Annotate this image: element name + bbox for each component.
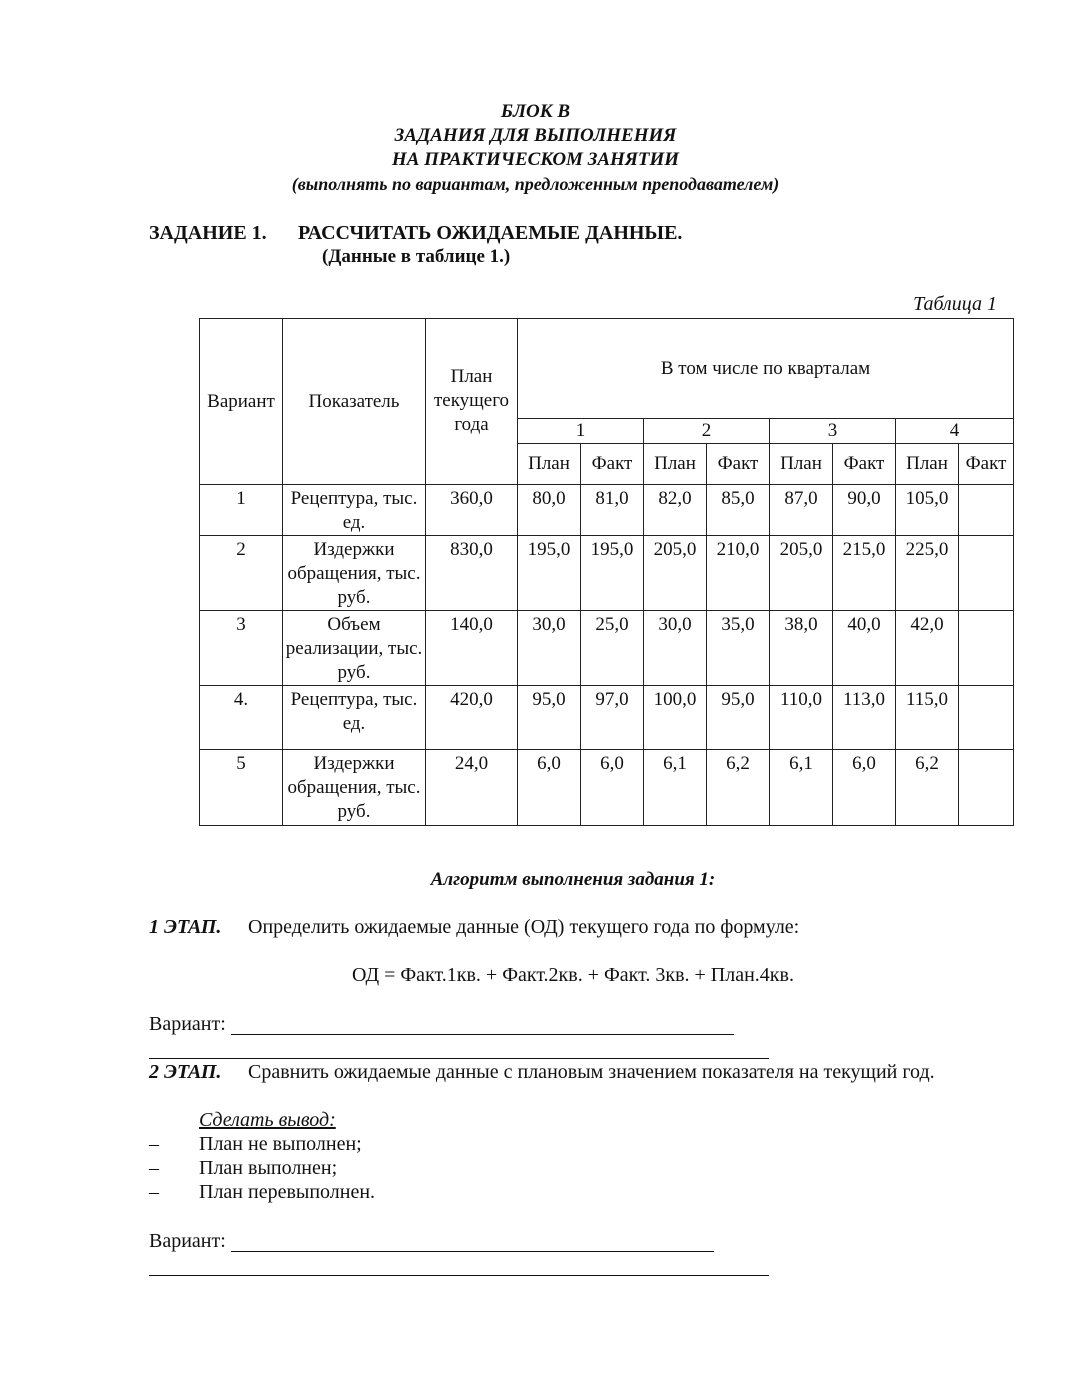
header-variant: Вариант	[200, 319, 283, 485]
cell-plan-year: 830,0	[426, 536, 518, 611]
cell-indicator: Издержки обращения, тыс. руб.	[283, 750, 426, 826]
variant-label: Вариант:	[149, 1013, 226, 1035]
table-row	[200, 611, 1014, 686]
cell-value: 110,0	[770, 686, 833, 750]
data-table	[199, 318, 1014, 826]
stage1-label: 1 ЭТАП.	[149, 916, 222, 938]
header-fact: Факт	[833, 444, 896, 485]
table-caption: Таблица 1	[913, 293, 997, 315]
cell-value	[959, 686, 1014, 750]
option-item: План перевыполнен.	[199, 1181, 376, 1203]
cell-value: 100,0	[644, 686, 707, 750]
block-note: (выполнять по вариантам, предложенным преподавателем)	[291, 174, 780, 194]
cell-value: 30,0	[644, 611, 707, 686]
cell-value: 6,1	[770, 750, 833, 826]
cell-value: 6,0	[833, 750, 896, 826]
algorithm-title: Алгоритм выполнения задания 1:	[430, 869, 716, 890]
task-number: ЗАДАНИЕ 1.	[149, 222, 267, 244]
header-fact: Факт	[707, 444, 770, 485]
cell-value: 205,0	[770, 536, 833, 611]
cell-variant: 5	[200, 750, 283, 826]
table-row	[200, 485, 1014, 536]
conclusion-title: Сделать вывод:	[199, 1109, 336, 1131]
cell-value: 30,0	[518, 611, 581, 686]
cell-variant: 1	[200, 485, 283, 536]
header-plan: План	[770, 444, 833, 485]
answer-line[interactable]	[231, 1251, 714, 1252]
cell-value: 6,1	[644, 750, 707, 826]
formula: ОД = Факт.1кв. + Факт.2кв. + Факт. 3кв. + План.4кв.	[352, 964, 794, 986]
block-title: БЛОК В	[500, 101, 571, 122]
cell-value	[959, 485, 1014, 536]
stage2-text: Сравнить ожидаемые данные с плановым значением показателя на текущий год.	[248, 1061, 935, 1083]
cell-value: 80,0	[518, 485, 581, 536]
cell-value: 6,0	[581, 750, 644, 826]
task-subtitle: (Данные в таблице 1.)	[322, 246, 511, 267]
block-subtitle-2: НА ПРАКТИЧЕСКОМ ЗАНЯТИИ	[391, 149, 680, 170]
cell-value: 215,0	[833, 536, 896, 611]
cell-indicator: Рецептура, тыс. ед.	[283, 686, 426, 750]
header-quarter-3: 3	[770, 419, 896, 444]
list-dash: –	[149, 1157, 159, 1179]
cell-value: 6,0	[518, 750, 581, 826]
header-plan: План	[518, 444, 581, 485]
task-title: РАССЧИТАТЬ ОЖИДАЕМЫЕ ДАННЫЕ.	[298, 222, 683, 244]
header-plan-year: План текущего года	[426, 319, 518, 485]
cell-value: 87,0	[770, 485, 833, 536]
option-item: План не выполнен;	[199, 1133, 362, 1155]
cell-value: 113,0	[833, 686, 896, 750]
cell-variant: 2	[200, 536, 283, 611]
cell-value: 115,0	[896, 686, 959, 750]
variant-label: Вариант:	[149, 1230, 226, 1252]
cell-plan-year: 24,0	[426, 750, 518, 826]
cell-value: 40,0	[833, 611, 896, 686]
cell-value: 210,0	[707, 536, 770, 611]
cell-value: 225,0	[896, 536, 959, 611]
stage2-label: 2 ЭТАП.	[149, 1061, 222, 1083]
cell-value	[959, 536, 1014, 611]
cell-indicator: Рецептура, тыс. ед.	[283, 485, 426, 536]
cell-variant: 4.	[200, 686, 283, 750]
cell-value: 6,2	[707, 750, 770, 826]
header-plan: План	[896, 444, 959, 485]
table-row	[200, 750, 1014, 826]
cell-value: 195,0	[518, 536, 581, 611]
cell-plan-year: 360,0	[426, 485, 518, 536]
cell-value	[959, 750, 1014, 826]
cell-value: 95,0	[707, 686, 770, 750]
cell-variant: 3	[200, 611, 283, 686]
cell-value: 6,2	[896, 750, 959, 826]
header-fact: Факт	[581, 444, 644, 485]
header-quarters-group: В том числе по кварталам	[518, 319, 1014, 419]
header-quarter-1: 1	[518, 419, 644, 444]
cell-plan-year: 420,0	[426, 686, 518, 750]
answer-line[interactable]	[149, 1275, 769, 1276]
cell-value: 97,0	[581, 686, 644, 750]
cell-value: 85,0	[707, 485, 770, 536]
cell-value: 35,0	[707, 611, 770, 686]
header-quarter-4: 4	[896, 419, 1014, 444]
cell-value: 195,0	[581, 536, 644, 611]
stage1-text: Определить ожидаемые данные (ОД) текущего года по формуле:	[248, 916, 800, 938]
table-row	[200, 536, 1014, 611]
answer-line[interactable]	[231, 1034, 734, 1035]
cell-value: 205,0	[644, 536, 707, 611]
cell-indicator: Издержки обращения, тыс. руб.	[283, 536, 426, 611]
cell-value: 42,0	[896, 611, 959, 686]
option-item: План выполнен;	[199, 1157, 338, 1179]
cell-value: 105,0	[896, 485, 959, 536]
cell-value: 81,0	[581, 485, 644, 536]
cell-indicator: Объем реализации, тыс. руб.	[283, 611, 426, 686]
header-indicator: Показатель	[283, 319, 426, 485]
header-fact: Факт	[959, 444, 1014, 485]
cell-plan-year: 140,0	[426, 611, 518, 686]
table-row	[200, 686, 1014, 750]
cell-value: 38,0	[770, 611, 833, 686]
header-quarter-2: 2	[644, 419, 770, 444]
cell-value: 25,0	[581, 611, 644, 686]
list-dash: –	[149, 1133, 159, 1155]
cell-value: 82,0	[644, 485, 707, 536]
list-dash: –	[149, 1181, 159, 1203]
cell-value: 90,0	[833, 485, 896, 536]
cell-value: 95,0	[518, 686, 581, 750]
cell-value	[959, 611, 1014, 686]
header-plan: План	[644, 444, 707, 485]
answer-line[interactable]	[149, 1058, 769, 1059]
block-subtitle-1: ЗАДАНИЯ ДЛЯ ВЫПОЛНЕНИЯ	[394, 125, 677, 146]
